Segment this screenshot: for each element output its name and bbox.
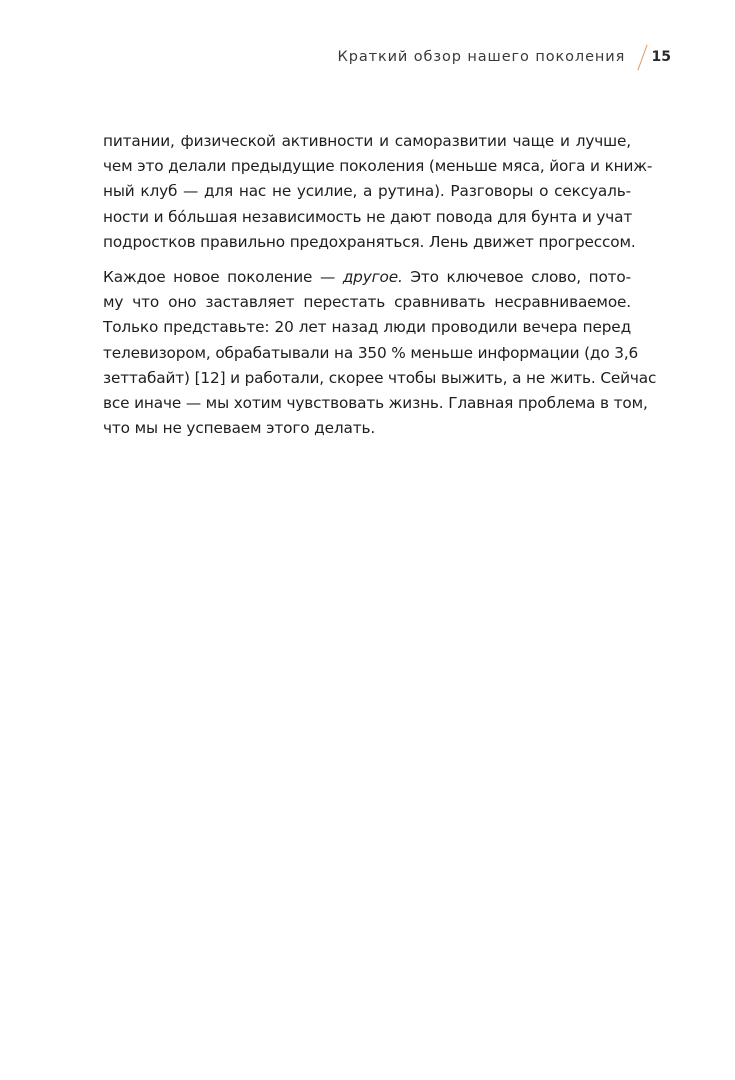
section-title: Краткий обзор нашего поколения	[337, 49, 626, 65]
paragraph-2	[103, 265, 657, 441]
text-line-with-emphasis	[103, 265, 631, 290]
header-slash-divider	[638, 44, 648, 70]
emphasized-word: другое.	[342, 267, 403, 286]
running-header	[338, 42, 671, 72]
page-number: 15	[651, 49, 671, 65]
text-run: Это ключевое слово, пото-	[402, 267, 631, 286]
text-line: подростков правильно предохраняться. Лень движет прогрессом.	[103, 232, 636, 251]
text-line: питании, физической активности и саморазвитии чаще и лучше,	[103, 132, 631, 150]
body-text	[103, 129, 657, 441]
text-line: что мы не успеваем этого делать.	[103, 419, 376, 438]
text-line: зеттабайт) [12] и работали, скорее чтобы выжить, а не жить. Сейчас	[103, 368, 657, 387]
paragraph-1	[103, 129, 653, 255]
text-line: телевизором, обрабатывали на 350 % меньше информации (до 3,6	[103, 343, 639, 362]
text-line: ности и бóльшая независимость не дают повода для бунта и учат	[103, 207, 633, 226]
text-line: чем это делали предыдущие поколения (меньше мяса, йога и книж-	[103, 157, 653, 176]
text-line: все иначе — мы хотим чувствовать жизнь. Главная проблема в том,	[103, 393, 648, 412]
text-line: му что оно заставляет перестать сравнивать несравниваемое.	[103, 293, 631, 312]
text-run: Каждое новое поколение —	[103, 267, 343, 286]
text-line: ный клуб — для нас не усилие, а рутина). Разговоры о сексуаль-	[103, 182, 631, 201]
text-line: Только представьте: 20 лет назад люди проводили вечера перед	[103, 318, 631, 337]
